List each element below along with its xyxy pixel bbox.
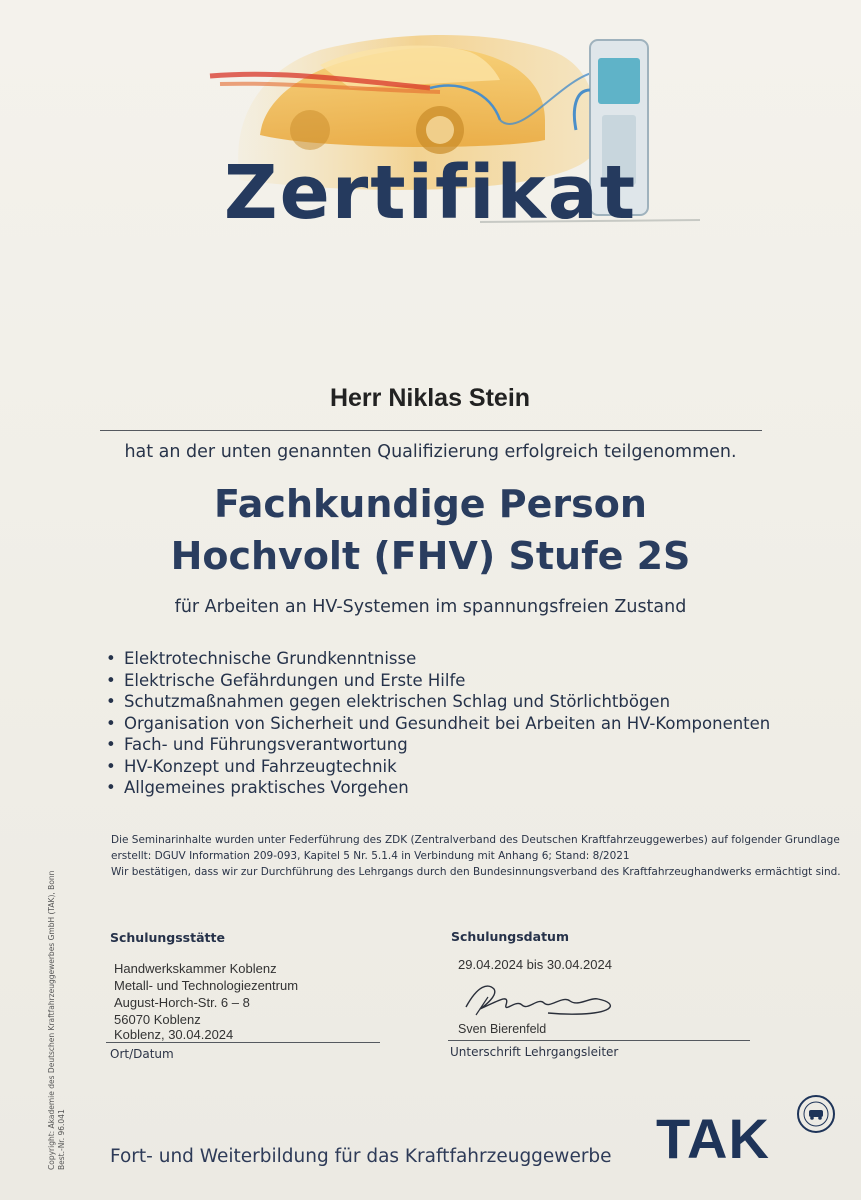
address-line: August-Horch-Str. 6 – 8	[114, 995, 250, 1010]
tak-logo: TAK	[656, 1107, 770, 1170]
signature-line	[448, 1040, 750, 1041]
topic-item	[106, 691, 826, 713]
topic-label: Allgemeines praktisches Vorgehen	[124, 778, 409, 797]
topic-label: Fach- und Führungsverantwortung	[124, 735, 408, 754]
address-line: 56070 Koblenz	[114, 1012, 201, 1027]
signer-name: Sven Bierenfeld	[458, 1022, 547, 1036]
topic-item	[106, 713, 826, 735]
address-line: Handwerkskammer Koblenz	[114, 961, 277, 976]
place-date-value: Koblenz, 30.04.2024	[114, 1027, 234, 1042]
topic-item	[106, 648, 826, 670]
training-date-label: Schulungsdatum	[451, 929, 569, 944]
copyright-line: Copyright: Akademie des Deutschen Kraftfahrzeuggewerbes GmbH (TAK), Bonn	[47, 870, 56, 1170]
signature-caption: Unterschrift Lehrgangsleiter	[450, 1045, 619, 1059]
guild-seal-icon	[796, 1094, 836, 1134]
venue-address	[114, 960, 298, 1028]
training-dates: 29.04.2024 bis 30.04.2024	[458, 957, 612, 972]
bullet-icon: •	[106, 692, 116, 711]
topic-label: Elektrotechnische Grundkenntnisse	[124, 649, 417, 668]
course-title-line-1: Fachkundige Person	[214, 482, 647, 526]
topic-item	[106, 734, 826, 756]
course-subtitle: für Arbeiten an HV-Systemen im spannungsfreien Zustand	[174, 597, 687, 617]
handwritten-signature	[458, 975, 623, 1020]
topic-label: HV-Konzept und Fahrzeugtechnik	[124, 756, 397, 776]
recipient-name: Herr Niklas Stein	[329, 384, 531, 412]
topic-item	[106, 670, 826, 692]
course-title	[0, 478, 861, 582]
bullet-icon: •	[106, 778, 116, 797]
legal-line: erstellt: DGUV Information 209-093, Kapitel 5 Nr. 5.1.4 in Verbindung mit Anhang 6; Stand: 8/2021	[111, 850, 630, 862]
bullet-icon: •	[106, 670, 116, 690]
legal-line: Wir bestätigen, dass wir zur Durchführung des Lehrgangs durch den Bundesinnungsverband des Kraftfahrzeughandwerks ermächtigt sind.	[111, 866, 841, 878]
footer-tagline: Fort- und Weiterbildung für das Kraftfahrzeuggewerbe	[110, 1146, 612, 1167]
legal-notice	[111, 832, 841, 880]
recipient-underline	[100, 430, 762, 431]
topic-label: Schutzmaßnahmen gegen elektrischen Schlag und Störlichtbögen	[124, 692, 671, 711]
legal-line: Die Seminarinhalte wurden unter Federführung des ZDK (Zentralverband des Deutschen Kraftfahrzeuggewerbes) auf folgender Grundlage	[111, 834, 840, 846]
topic-label: Organisation von Sicherheit und Gesundheit bei Arbeiten an HV-Komponenten	[124, 713, 771, 733]
topic-list	[106, 648, 826, 799]
participation-statement: hat an der unten genannten Qualifizierung erfolgreich teilgenommen.	[124, 442, 737, 462]
certificate-title: Zertifikat	[223, 150, 638, 236]
bullet-icon: •	[106, 649, 116, 668]
place-date-line	[106, 1042, 380, 1043]
order-number: Best.-Nr. 96.041	[57, 1109, 66, 1170]
bullet-icon: •	[106, 735, 116, 754]
venue-label: Schulungsstätte	[110, 930, 225, 945]
topic-item	[106, 756, 826, 778]
course-title-line-2: Hochvolt (FHV) Stufe 2S	[170, 534, 691, 578]
bullet-icon: •	[106, 713, 116, 733]
bullet-icon: •	[106, 756, 116, 776]
copyright-note	[47, 870, 67, 1170]
topic-item	[106, 777, 826, 799]
place-date-caption: Ort/Datum	[110, 1047, 174, 1061]
topic-label: Elektrische Gefährdungen und Erste Hilfe	[124, 670, 466, 690]
address-line: Metall- und Technologiezentrum	[114, 978, 299, 993]
